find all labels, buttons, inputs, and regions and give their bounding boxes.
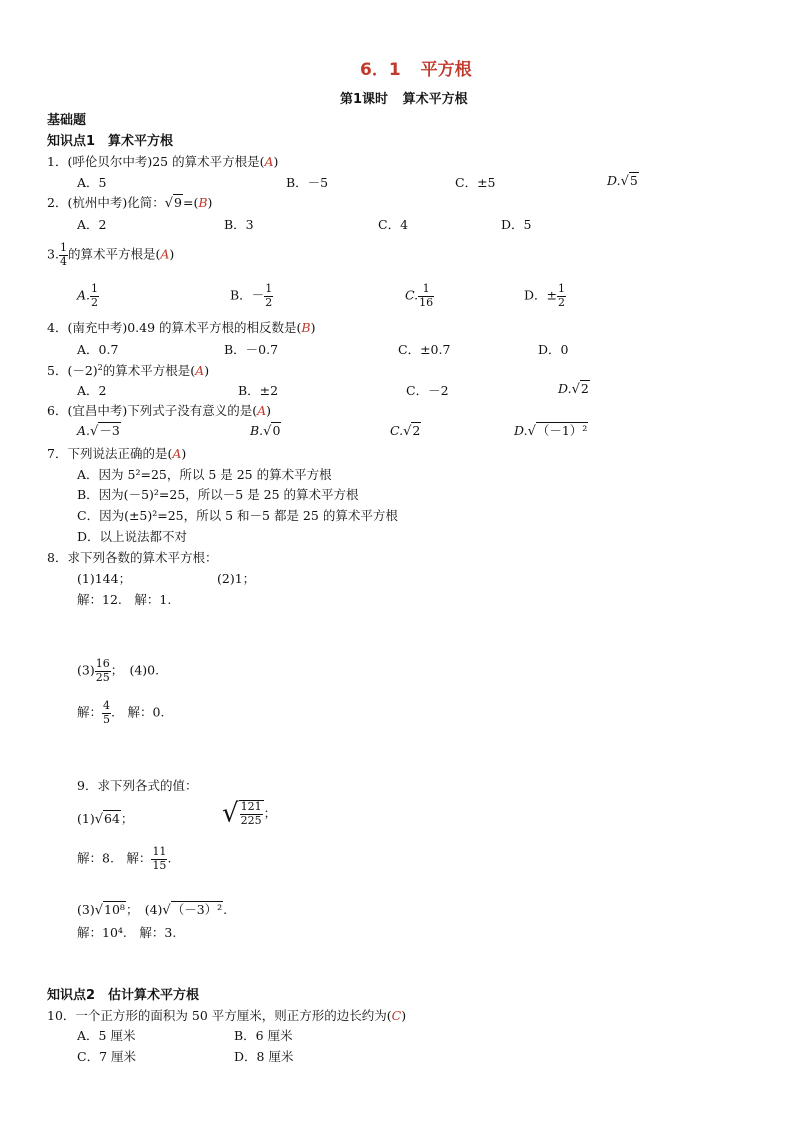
option-b: B．因为(－5)²=25，所以－5 是 25 的算术平方根 — [77, 487, 359, 502]
question-9: 9．求下列各式的值： — [77, 778, 198, 793]
sqrt-expression: √0 — [263, 423, 281, 439]
paren: ) — [204, 363, 210, 379]
radicand: 2 — [580, 381, 589, 396]
title-text: 平方根 — [420, 60, 472, 80]
question-2 — [47, 197, 212, 210]
denominator: 2 — [265, 295, 273, 309]
solution-3-4 — [77, 700, 164, 726]
paren: ) — [207, 195, 213, 210]
radicand: 10⁸ — [104, 902, 125, 917]
answer: B — [301, 320, 311, 335]
option-d: D．以上说法都不对 — [77, 529, 188, 544]
denominator: 2 — [91, 295, 99, 309]
paren: ) — [273, 154, 279, 169]
denominator: 25 — [95, 670, 110, 684]
option-label: C. — [405, 287, 419, 303]
solution-1-2 — [77, 846, 171, 872]
fraction — [90, 283, 99, 309]
solution-1-2: 解：12. 解：1. — [77, 592, 172, 607]
title-number: 6．1 — [360, 60, 401, 80]
fraction — [151, 846, 167, 872]
solution-label: 解： — [77, 704, 103, 720]
question-5 — [47, 364, 209, 378]
option-c: C．4 — [378, 217, 409, 232]
denominator: 225 — [240, 813, 262, 827]
subquestion-3-4 — [77, 904, 227, 917]
answer: A — [160, 246, 170, 262]
subquestion-3-4 — [77, 658, 159, 684]
lesson-number: 第1课时 — [340, 92, 389, 107]
option-c — [405, 283, 434, 309]
option-c: C．因为(±5)²=25，所以 5 和－5 都是 25 的算术平方根 — [77, 508, 398, 523]
option-b: B．6 厘米 — [234, 1028, 293, 1043]
fraction — [59, 242, 68, 268]
option-b — [250, 425, 281, 438]
question-3 — [47, 242, 174, 268]
subquestion-2: (2)1； — [217, 571, 256, 586]
question-stem: 2．(杭州中考)化简： — [47, 195, 165, 210]
sqrt-expression: √10⁸ — [94, 902, 125, 918]
knowledge-point-2: 知识点2 估计算术平方根 — [47, 988, 200, 1003]
fraction — [418, 283, 434, 309]
subquestion-label: (1) — [77, 811, 95, 826]
radicand: －3 — [99, 423, 120, 438]
denominator: 5 — [103, 712, 111, 726]
radicand: （－1）² — [536, 423, 588, 438]
numerator: 16 — [95, 657, 110, 670]
sqrt-expression: √（－3）² — [162, 902, 223, 918]
radicand: 0 — [272, 423, 281, 438]
option-c: C．±0.7 — [398, 342, 451, 357]
option-d: D．0 — [538, 342, 569, 357]
solution-label: 解：8. 解： — [77, 850, 152, 866]
question-stem: 1．(呼伦贝尔中考)25 的算术平方根是( — [47, 154, 265, 169]
denominator: 16 — [419, 295, 434, 309]
option-d — [558, 383, 590, 396]
exponent: 2 — [97, 363, 103, 372]
option-label: C. — [390, 423, 404, 438]
question-8: 8．求下列各数的算术平方根： — [47, 550, 218, 565]
numerator: 1 — [265, 282, 273, 295]
sqrt-expression: √ $\frac{121}{225}$ — [222, 798, 262, 829]
fraction — [95, 658, 111, 684]
answer: A — [257, 403, 267, 418]
question-stem: 10．一个正方形的面积为 50 平方厘米，则正方形的边长约为( — [47, 1008, 392, 1023]
option-c: C．7 厘米 — [77, 1049, 136, 1064]
option-label: D. — [514, 423, 528, 438]
option-d — [524, 283, 566, 309]
option-c: C．－2 — [406, 383, 449, 398]
question-stem: 6．(宜昌中考)下列式子没有意义的是( — [47, 403, 258, 418]
radicand: 5 — [629, 173, 638, 188]
option-label: D．± — [524, 287, 557, 303]
question-stem: 7．下列说法正确的是( — [47, 446, 173, 461]
solution-tail: . — [167, 850, 172, 866]
solution-3-4: 解：10⁴. 解：3. — [77, 925, 177, 940]
denominator: 4 — [59, 254, 67, 268]
option-b: B．－5 — [286, 175, 329, 190]
option-b — [230, 283, 273, 309]
option-a: A．2 — [77, 383, 107, 398]
denominator: 15 — [152, 858, 167, 872]
sqrt-expression: √9 — [164, 195, 182, 211]
paren: ) — [401, 1008, 407, 1023]
option-c: C．±5 — [455, 175, 496, 190]
option-c — [390, 425, 421, 438]
subquestion-tail: . — [223, 902, 228, 917]
fraction — [102, 700, 111, 726]
fraction — [557, 283, 566, 309]
radicand: （－3）² — [171, 902, 223, 917]
paren: ) — [310, 320, 316, 335]
subquestion-1 — [77, 813, 133, 826]
option-a — [77, 425, 121, 438]
option-d — [607, 175, 639, 188]
option-label: D. — [607, 173, 621, 188]
question-6 — [47, 405, 271, 418]
option-label: B. — [250, 423, 264, 438]
option-a: A．5 — [77, 175, 107, 190]
sqrt-expression: √64 — [94, 811, 120, 827]
option-b: B．±2 — [238, 383, 279, 398]
sqrt-expression: √5 — [620, 173, 638, 189]
option-a: A．因为 5²=25，所以 5 是 25 的算术平方根 — [77, 467, 332, 482]
question-stem: 4．(南充中考)0.49 的算术平方根的相反数是( — [47, 320, 302, 335]
knowledge-point-1: 知识点1 算术平方根 — [47, 134, 174, 149]
option-b: B．3 — [224, 217, 254, 232]
page-title — [360, 62, 472, 79]
question-number: 3. — [47, 246, 59, 262]
fraction — [264, 283, 273, 309]
option-d — [514, 425, 588, 438]
option-a: A．2 — [77, 217, 107, 232]
option-label: A. — [77, 423, 91, 438]
numerator: 1 — [418, 283, 434, 297]
numerator: 4 — [103, 699, 111, 712]
option-d: D．5 — [501, 217, 532, 232]
question-stem: 5．(－2) — [47, 363, 98, 379]
sqrt-expression: √2 — [403, 423, 421, 439]
answer: A — [172, 446, 182, 461]
subquestion-separator: ； (4) — [125, 902, 163, 917]
fraction — [240, 801, 263, 827]
question-stem-tail: 的算术平方根是( — [102, 363, 196, 379]
answer: A — [195, 363, 205, 379]
answer: A — [264, 154, 274, 169]
answer: C — [391, 1008, 402, 1023]
answer: B — [198, 195, 208, 210]
numerator: 121 — [240, 800, 262, 813]
numerator: 1 — [91, 282, 99, 295]
option-a: A．0.7 — [77, 342, 119, 357]
subquestion-tail: ； — [263, 805, 277, 821]
option-b: B．－0.7 — [224, 342, 279, 357]
subquestion-tail: ； (4)0. — [110, 662, 160, 678]
numerator: 11 — [152, 845, 167, 858]
sqrt-expression: √2 — [571, 381, 589, 397]
option-label: D. — [558, 381, 572, 396]
radicand: 9 — [174, 195, 182, 210]
paren: ) — [266, 403, 272, 418]
sqrt-expression: √（－1）² — [527, 423, 588, 439]
equals-paren: =( — [182, 195, 199, 210]
option-d: D．8 厘米 — [234, 1049, 294, 1064]
subquestion-1: (1)144； — [77, 571, 132, 586]
question-1 — [47, 156, 278, 169]
option-label: B．－ — [230, 287, 265, 303]
lesson-subtitle — [340, 93, 468, 106]
question-7 — [47, 448, 186, 461]
solution-tail: . 解：0. — [111, 704, 165, 720]
denominator: 2 — [558, 295, 565, 309]
lesson-topic: 算术平方根 — [402, 92, 468, 107]
option-label: A. — [77, 287, 91, 303]
subquestion-label: (3) — [77, 662, 95, 678]
question-4 — [47, 322, 315, 335]
question-10 — [47, 1010, 406, 1023]
numerator: 1 — [558, 282, 565, 295]
subquestion-tail: ； — [120, 811, 134, 826]
radicand: 64 — [104, 811, 120, 826]
paren: ) — [169, 246, 175, 262]
question-stem: 的算术平方根是( — [67, 246, 161, 262]
radicand: 2 — [412, 423, 421, 438]
subquestion-label: (3) — [77, 902, 95, 917]
subquestion-2 — [222, 800, 276, 827]
numerator: 1 — [59, 241, 67, 254]
sqrt-expression: √－3 — [90, 423, 120, 439]
paren: ) — [181, 446, 187, 461]
option-a — [77, 283, 99, 309]
section-heading: 基础题 — [47, 113, 87, 128]
option-a: A．5 厘米 — [77, 1028, 136, 1043]
